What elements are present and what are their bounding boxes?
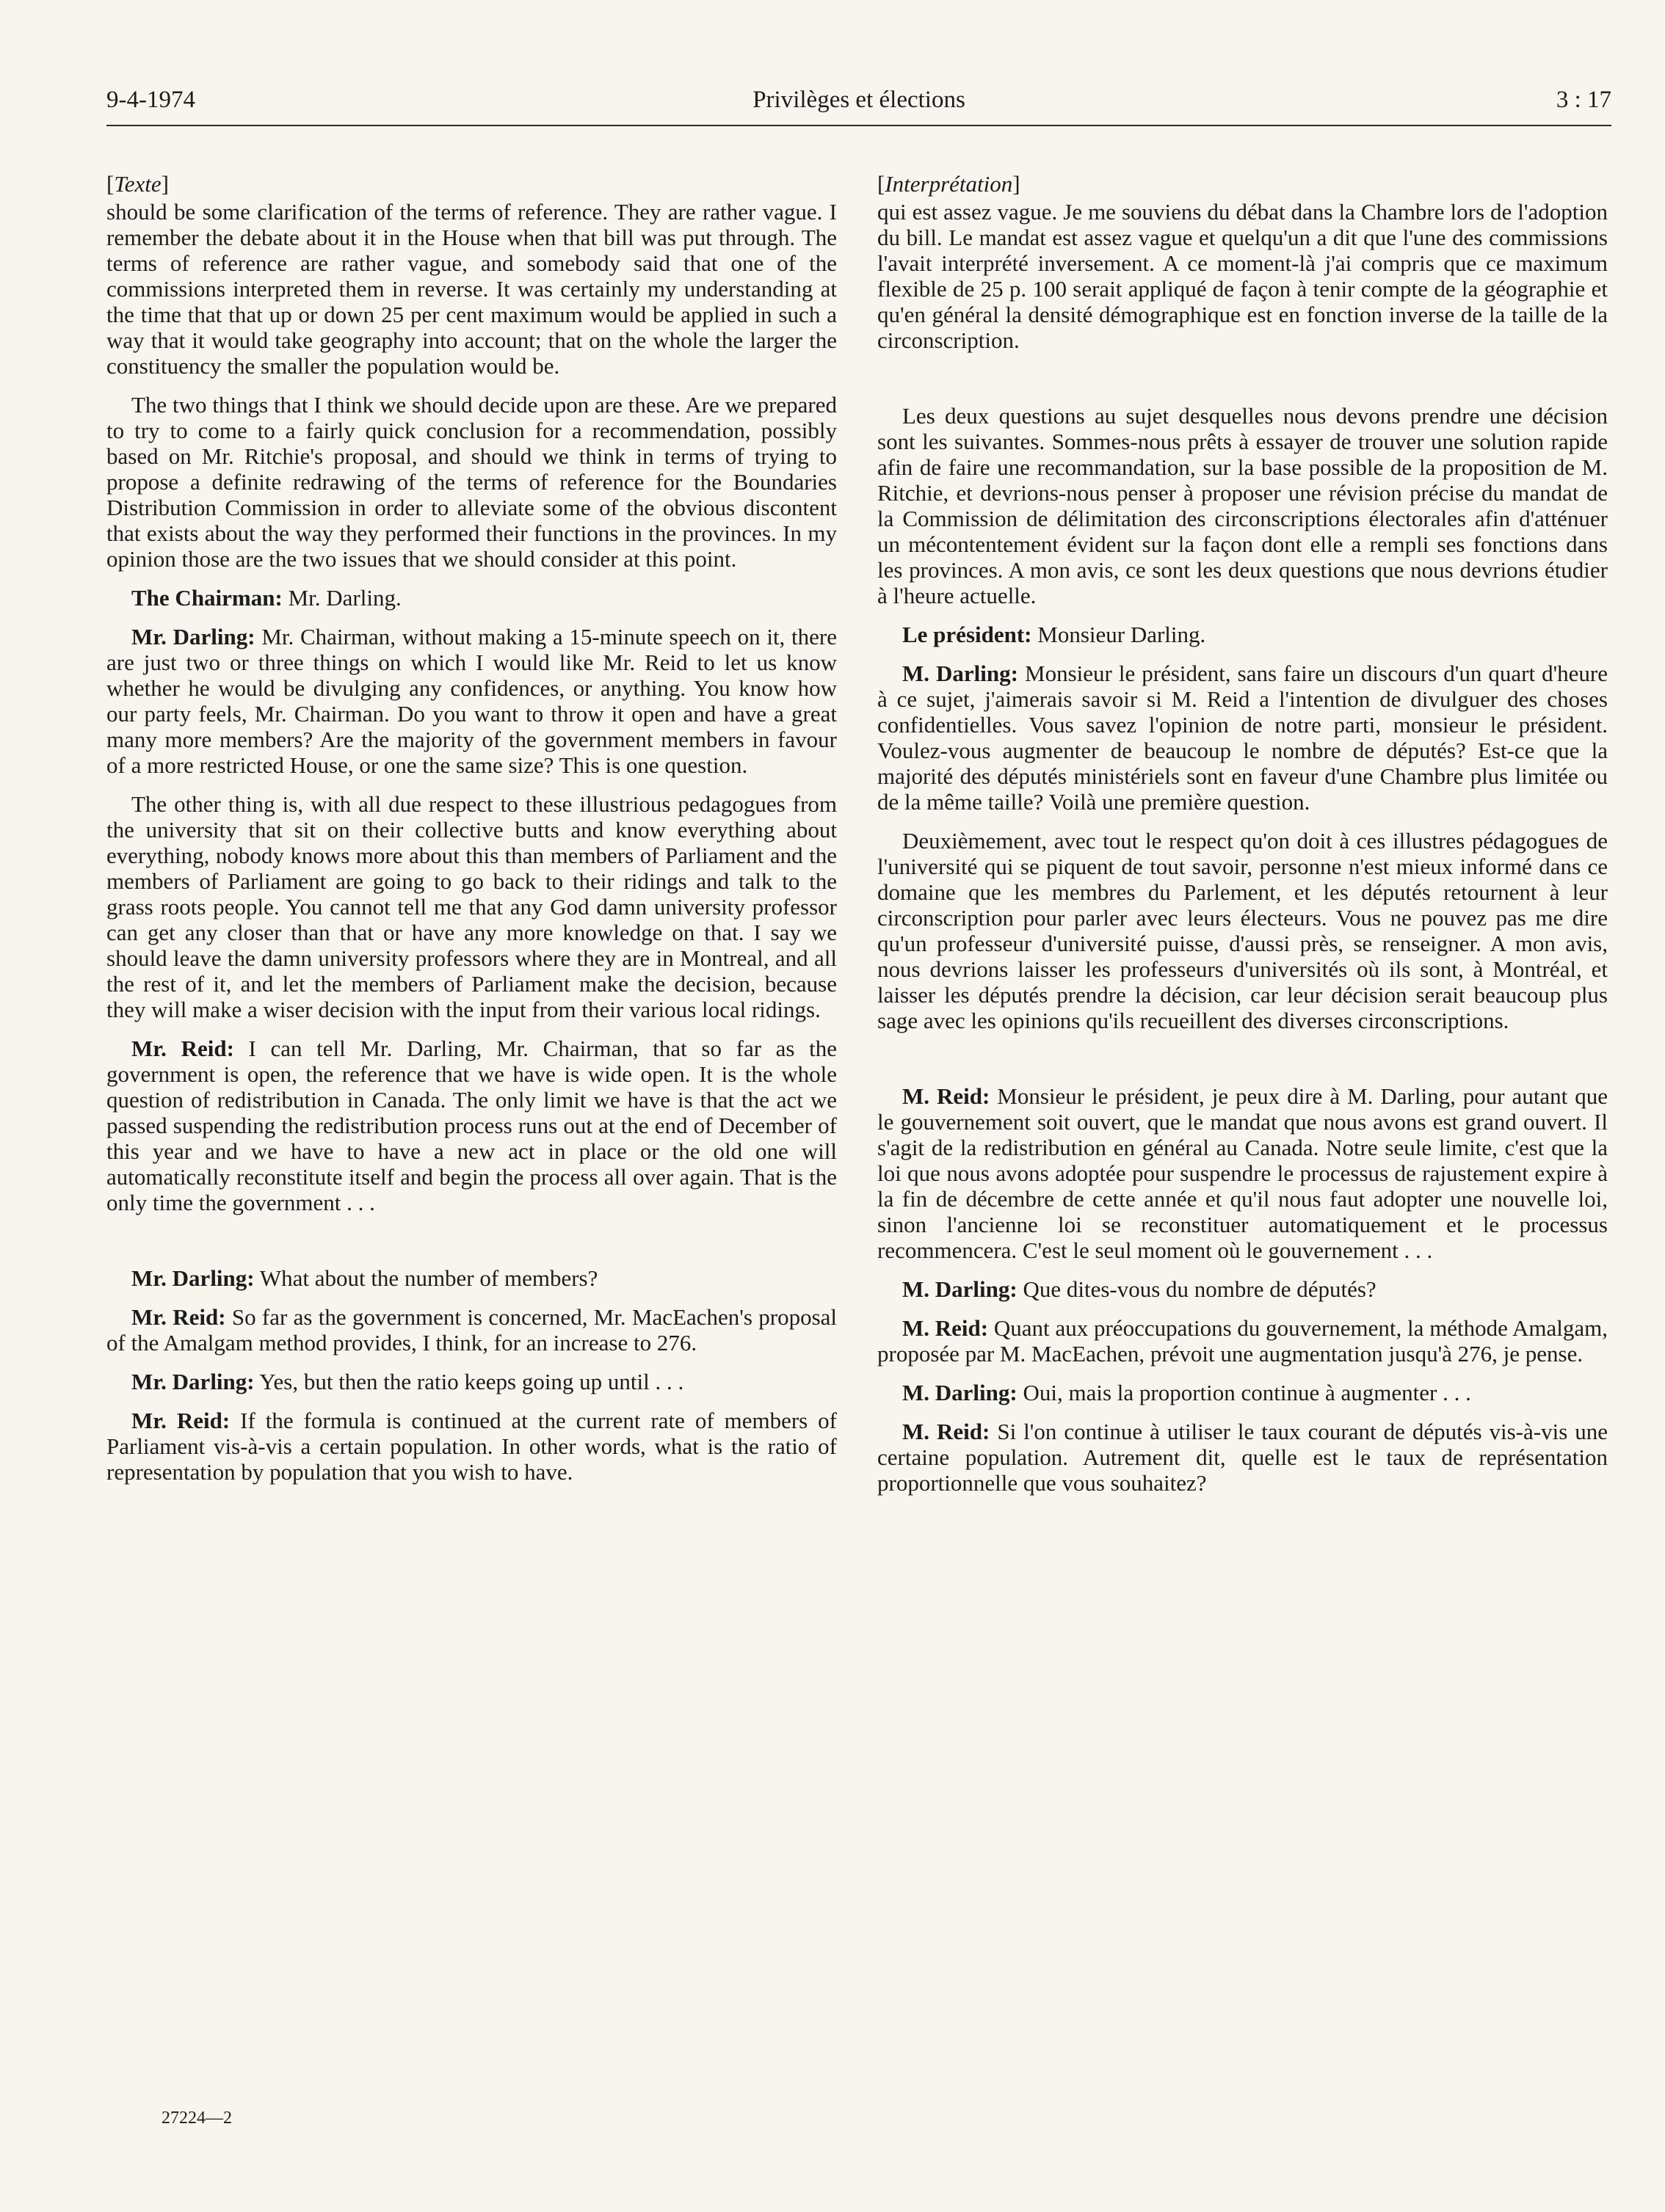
paragraph: M. Reid: Quant aux préoccupations du gouvernement, la méthode Amalgam, proposée par M. MacEachen, prévoit une augmentation jusqu'à 276, je pense. [877,1315,1608,1367]
language-label: [Texte] [106,171,169,197]
speaker-name: M. Darling: [902,1380,1017,1405]
paragraph: Mr. Reid: I can tell Mr. Darling, Mr. Chairman, that so far as the government is open, the reference that we have is wide open. It is the whole question of redistribution in Canada. The only limit we have is that the act we passed suspending the redistribution process runs out at the end of December of this year and we have to have a new act in place or the old one will automatically reconstitute itself and begin the process all over again. That is the only time the government . . . [106,1036,838,1215]
paragraph: M. Reid: Monsieur le président, je peux dire à M. Darling, pour autant que le gouvernement soit ouvert, que le mandat que nous avons est grand ouvert. Il s'agit de la redistribution en général au Canada. Notre seule limite, c'est que la loi que nous avons adoptée pour suspendre le processus de rajustement expire à la fin de décembre de cette année et qu'il nous faut adopter une nouvelle loi, sinon l'ancienne loi se reconstituer automatiquement et le processus recommencera. C'est le seul moment où le gouvernement . . . [877,1083,1608,1263]
paragraph: should be some clarification of the terms of reference. They are rather vague. I remember the debate about it in the House when that bill was put through. The terms of reference are rather vague, and somebody said that one of the commissions interpreted them in reverse. It was certainly my understanding at the time that that up or down 25 per cent maximum would be applied in such a way that it would take geography into account; that on the whole the larger the constituency the smaller the population would be. [106,199,837,379]
paragraph: M. Reid: Si l'on continue à utiliser le taux courant de députés vis-à-vis une certaine population. Autrement dit, quelle est le taux de représentation proportionnelle que vous souhaitez? [877,1419,1608,1496]
speaker-name: Mr. Darling: [131,1369,255,1394]
speaker-name: M. Reid: [902,1083,990,1109]
paragraph: Mr. Darling: What about the number of members? [131,1265,598,1291]
speaker-name: M. Reid: [902,1315,989,1341]
footer-code: 27224—2 [162,2109,232,2128]
header-rule [106,125,1611,126]
english-column [106,171,837,1498]
paragraph: Le président: Monsieur Darling. [902,622,1206,647]
paragraph: Mr. Darling: Mr. Chairman, without making a 15-minute speech on it, there are just two or three things on which I would like Mr. Reid to let us know whether he would be divulging any confidences, or anything. You know how our party feels, Mr. Chairman. Do you want to throw it open and have a great many more members? Are the majority of the government members in favour of a more restricted House, or one the same size? This is one question. [106,624,837,778]
speaker-name: Mr. Darling: [131,1265,255,1291]
paragraph: The Chairman: Mr. Darling. [131,585,402,611]
speaker-name: Mr. Reid: [131,1408,231,1433]
paragraph: The other thing is, with all due respect to these illustrious pedagogues from the university that sit on their collective butts and know everything about everything, nobody knows more about this than members of Parliament and the members of Parliament are going to go back to their ridings and talk to the grass roots people. You cannot tell me that any God damn university professor can get any closer than that or have any more knowledge on that. I say we should leave the damn university professors where they are in Montreal, and all the rest of it, and let the members of Parliament make the decision, because they will make a wiser decision with the input from their various local ridings. [106,791,837,1022]
speaker-name: Le président: [902,622,1032,647]
paragraph: Mr. Reid: So far as the government is concerned, Mr. MacEachen's proposal of the Amalgam method provides, I think, for an increase to 276. [106,1304,838,1356]
paragraph: M. Darling: Oui, mais la proportion continue à augmenter . . . [902,1380,1471,1405]
speaker-name: Mr. Darling: [131,624,255,650]
paragraph: M. Darling: Que dites-vous du nombre de députés? [902,1276,1376,1302]
header-title: Privilèges et élections [752,87,965,113]
speaker-name: M. Darling: [902,1276,1017,1302]
paragraph: Deuxièmement, avec tout le respect qu'on doit à ces illustres pédagogues de l'université qui se piquent de tout savoir, personne n'est mieux informé dans ce domaine que les membres du Parlement, et les députés retournent à leur circonscription pour parler avec leurs électeurs. Vous ne pouvez pas me dire qu'un professeur d'université puisse, d'aussi près, se renseigner. A mon avis, nous devrions laisser les professeurs d'universités où ils sont, à Montréal, et laisser les députés prendre la décision, car leur décision serait beaucoup plus sage avec les opinions qu'ils recueillent des diverses circonscriptions. [877,828,1608,1033]
language-label: [Interprétation] [877,171,1020,197]
paragraph: Mr. Darling: Yes, but then the ratio keeps going up until . . . [131,1369,684,1394]
header-page-number: 3 : 17 [1556,87,1611,113]
page-header [106,87,1611,123]
speaker-name: The Chairman: [131,585,283,611]
paragraph: qui est assez vague. Je me souviens du débat dans la Chambre lors de l'adoption du bill. Le mandat est assez vague et quelqu'un a dit que l'une des commissions l'avait interprété inversement. A ce moment-là j'ai compris que ce maximum flexible de 25 p. 100 serait appliqué de façon à tenir compte de la géographie et qu'en général la densité démographique est en fonction inverse de la taille de la circonscription. [877,199,1608,353]
paragraph: M. Darling: Monsieur le président, sans faire un discours d'un quart d'heure à ce sujet, j'aimerais savoir si M. Reid a l'intention de divulguer des choses confidentielles. Vous savez l'opinion de notre parti, monsieur le président. Voulez-vous augmenter de beaucoup le nombre de députés? Est-ce que la majorité des députés ministériels sont en faveur d'une Chambre plus limitée ou de la même taille? Voilà une première question. [877,661,1608,815]
speaker-name: M. Reid: [902,1419,990,1444]
header-date: 9-4-1974 [106,87,195,113]
speaker-name: Mr. Reid: [131,1036,234,1061]
paragraph: The two things that I think we should decide upon are these. Are we prepared to try to come to a fairly quick conclusion for a recommendation, possibly based on Mr. Ritchie's proposal, and should we think in terms of trying to propose a definite redrawing of the terms of reference for the Boundaries Distribution Commission in order to alleviate some of the obvious discontent that exists about the way they performed their functions in the provinces. In my opinion those are the two issues that we should consider at this point. [106,392,837,572]
speaker-name: Mr. Reid: [131,1304,226,1330]
paragraph: Les deux questions au sujet desquelles nous devons prendre une décision sont les suivantes. Sommes-nous prêts à essayer de trouver une solution rapide afin de faire une recommandation, sur la base possible de la proposition de M. Ritchie, et devrions-nous penser à proposer une révision précise du mandat de la Commission de délimitation des circonscriptions électorales afin d'atténuer un mécontentement évident sur la façon dont elle a rempli ses fonctions dans les provinces. A mon avis, ce sont les deux questions que nous devrions étudier à l'heure actuelle. [877,403,1608,608]
speaker-name: M. Darling: [902,661,1018,686]
paragraph: Mr. Reid: If the formula is continued at the current rate of members of Parliament vis-à-vis a certain population. In other words, what is the ratio of representation by population that you wish to have. [106,1408,838,1485]
french-column [877,171,1608,1509]
